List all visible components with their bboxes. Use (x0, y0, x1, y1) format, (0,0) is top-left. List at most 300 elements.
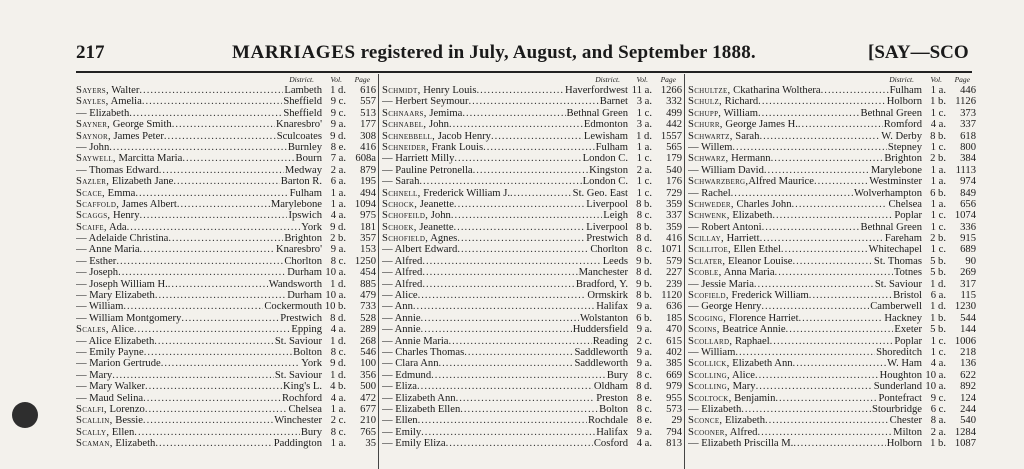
leader-dots (454, 153, 581, 164)
leader-dots (139, 85, 283, 96)
entry-forenames: — Joseph William H. (76, 278, 168, 290)
entry-forenames: — Alfred (382, 267, 423, 279)
entry-name (76, 279, 268, 290)
entry-page: 1094 (354, 198, 376, 210)
index-column-3 (688, 74, 976, 469)
entry-forenames: — Mary (76, 369, 113, 381)
leader-dots (731, 188, 853, 199)
entry-district: Halifax (596, 301, 628, 313)
leader-dots (798, 119, 883, 130)
entry-name (382, 404, 598, 415)
entry-page: 540 (666, 164, 682, 176)
entry-district: Paddington (273, 438, 322, 450)
entry-page: 974 (960, 176, 976, 188)
entry-page: 1113 (955, 164, 976, 176)
leader-dots (431, 370, 606, 381)
entry-district: W. Ham (887, 358, 922, 370)
entry-volume: 6 b. (636, 312, 652, 324)
entry-district: Medway (284, 164, 322, 176)
leader-dots (454, 222, 586, 233)
index-entry (76, 324, 376, 335)
entry-page: 800 (960, 141, 976, 153)
entry-page: 879 (360, 164, 376, 176)
leader-dots (793, 358, 887, 369)
entry-district: Pontefract (878, 392, 922, 404)
entry-name (688, 199, 887, 210)
entry-district: Prestwich (586, 233, 628, 245)
entry-name (688, 404, 871, 415)
leader-dots (127, 222, 301, 233)
leader-dots (775, 267, 893, 278)
entry-forenames: — Elizabeth Ellen (382, 403, 461, 415)
entry-district: Prestwich (280, 312, 322, 324)
leader-dots (422, 267, 577, 278)
entry-forenames: Frank Louis (428, 141, 484, 153)
leader-dots (451, 210, 602, 221)
entry-surname: Scoltock, (688, 392, 732, 404)
column-header-vol: Vol. (330, 75, 342, 84)
entry-district: Bolton (599, 403, 628, 415)
entry-volume: 1 c. (930, 244, 946, 256)
index-entry (382, 131, 682, 142)
entry-page: 29 (671, 415, 682, 427)
entry-volume: 9 a. (636, 426, 652, 438)
entry-page: 373 (960, 107, 976, 119)
entry-page: 892 (960, 381, 976, 393)
entry-volume: 8 c. (636, 210, 652, 222)
leader-dots (140, 244, 275, 255)
entry-page: 729 (666, 187, 682, 199)
entry-forenames: Alfred (727, 426, 758, 438)
index-entry (76, 404, 376, 415)
entry-district: W. Derby (881, 130, 922, 142)
entry-district: Epping (291, 324, 322, 336)
entry-page: 357 (360, 233, 376, 245)
index-entry (688, 131, 976, 142)
index-entry (76, 244, 376, 255)
entry-volume: 9 a. (636, 346, 652, 358)
entry-name (382, 165, 588, 176)
entry-district: Leeds (602, 255, 628, 267)
entry-forenames: Alice (108, 324, 134, 336)
leader-dots (168, 233, 283, 244)
index-entry (76, 267, 376, 278)
entry-page: 546 (360, 346, 376, 358)
index-entry (382, 176, 682, 187)
entry-forenames: — Alice (382, 290, 418, 302)
index-entry (382, 165, 682, 176)
entry-district: Saddleworth (574, 346, 628, 358)
leader-dots (177, 199, 270, 210)
entry-volume: 9 c. (930, 392, 946, 404)
column-header-page: Page (660, 75, 676, 84)
index-entry (382, 119, 682, 130)
column-divider (684, 74, 685, 469)
entry-name (76, 233, 283, 244)
entry-district: Barton R. (280, 176, 322, 188)
entry-name (688, 85, 889, 96)
entry-name (76, 290, 286, 301)
entry-volume: 8 a. (930, 415, 946, 427)
leader-dots (770, 336, 894, 347)
column-header-vol: Vol. (930, 75, 942, 84)
entry-name (382, 188, 572, 199)
entry-page: 416 (360, 141, 376, 153)
index-entry (688, 256, 976, 267)
entry-name (382, 222, 585, 233)
entry-volume: 9 a. (636, 358, 652, 370)
entry-name (76, 336, 274, 347)
entry-volume: 1 d. (930, 278, 946, 290)
entry-district: Barnet (599, 96, 628, 108)
entry-forenames: Raphael (732, 335, 770, 347)
entry-district: Kingston (589, 164, 628, 176)
entry-name (382, 199, 585, 210)
entry-surname: Scales, (76, 324, 109, 336)
index-entry (76, 256, 376, 267)
entry-forenames: Marcitta Maria (115, 153, 183, 165)
entry-forenames: Elizabeth (112, 438, 156, 450)
leader-dots (757, 427, 892, 438)
leader-dots (758, 96, 886, 107)
entry-name (76, 381, 282, 392)
index-entry (382, 404, 682, 415)
index-entry (688, 427, 976, 438)
entry-page: 1006 (954, 335, 976, 347)
index-entry (688, 438, 976, 449)
entry-district: Oldham (593, 381, 628, 393)
entry-forenames: — Jessie Maria (688, 278, 754, 290)
entry-volume: 1 d. (330, 85, 346, 96)
entry-volume: 8 b. (636, 290, 652, 302)
entry-page: 308 (360, 130, 376, 142)
entry-forenames: Elizabeth (722, 415, 766, 427)
index-entry (382, 233, 682, 244)
page-header (0, 38, 1024, 72)
entry-surname: Schnebbell, (382, 130, 436, 142)
index-entry (688, 108, 976, 119)
entry-page: 35 (365, 438, 376, 450)
entry-name (688, 313, 883, 324)
column-header-page: Page (354, 75, 370, 84)
entry-name (688, 153, 883, 164)
leader-dots (168, 279, 268, 290)
entry-forenames: — Elizabeth (76, 107, 130, 119)
entry-forenames: James Peter (110, 130, 164, 142)
entry-volume: 8 d. (636, 267, 652, 279)
entry-forenames: — Ann (382, 301, 413, 313)
entry-page: 513 (360, 107, 376, 119)
leader-dots (421, 427, 595, 438)
entry-name (688, 301, 869, 312)
entry-volume: 1 c. (930, 346, 946, 358)
entry-district: Holborn (886, 96, 922, 108)
leader-dots (456, 393, 596, 404)
entry-page: 402 (666, 346, 682, 358)
leader-dots (129, 108, 282, 119)
entry-district: Camberwell (870, 301, 922, 313)
entry-district: Chelsea (888, 198, 922, 210)
leader-dots (781, 244, 868, 255)
entry-page: 144 (960, 324, 976, 336)
entry-surname: Scoins, (688, 324, 720, 336)
entry-page: 565 (666, 141, 682, 153)
entry-name (382, 119, 583, 130)
entry-district: Sheffield (283, 96, 322, 108)
leader-dots (173, 176, 279, 187)
entry-district: Milton (893, 426, 922, 438)
entry-forenames: — Herbert Seymour (382, 96, 469, 108)
entry-forenames: Alfred Maurice (748, 176, 814, 188)
entry-district: Ormskirk (587, 290, 628, 302)
entry-forenames: Elizabeth Jane (109, 176, 174, 188)
entry-forenames: Harriett (723, 233, 760, 245)
leader-dots (446, 438, 593, 449)
index-entry (382, 188, 682, 199)
entry-forenames: Agnes (428, 233, 458, 245)
entry-forenames: Ellen (109, 426, 135, 438)
entry-district: Westminster (869, 176, 922, 188)
entry-district: Totnes (893, 267, 922, 279)
entry-volume: 10 b. (324, 301, 346, 313)
entry-forenames: — William (688, 346, 736, 358)
entry-surname: Scoble, (688, 267, 722, 279)
leader-dots (758, 108, 860, 119)
entry-page: 677 (360, 403, 376, 415)
leader-dots (145, 404, 288, 415)
index-entry (382, 370, 682, 381)
entry-volume: 6 a. (330, 176, 346, 188)
leader-dots (134, 324, 291, 335)
leader-dots (761, 301, 869, 312)
entry-surname: Schoek, (382, 221, 417, 233)
entry-district: Fulham (889, 85, 922, 96)
entry-volume: 9 a. (636, 324, 652, 336)
entry-forenames: — Maud Selina (76, 392, 144, 404)
entry-district: Bury (606, 369, 628, 381)
column-header-district: District. (595, 75, 620, 84)
entry-volume: 1 a. (930, 85, 946, 96)
leader-dots (741, 404, 871, 415)
entry-volume: 9 d. (330, 130, 346, 142)
entry-forenames: William (721, 107, 758, 119)
entry-forenames: Frederick William (728, 290, 809, 302)
entry-name (382, 85, 564, 96)
entry-surname: Scillitoe, (688, 244, 731, 256)
entry-surname: Schwarz, (688, 153, 729, 165)
entry-surname: Schofeild, (382, 210, 429, 222)
leader-dots (109, 142, 287, 153)
index-entry (688, 153, 976, 164)
entry-forenames: — Alfred (382, 255, 423, 267)
leader-dots (449, 119, 583, 130)
entry-district: Liverpool (586, 221, 628, 233)
entry-district: Sculcoates (276, 130, 322, 142)
entry-surname: Scaffold, (76, 198, 120, 210)
index-entry (688, 142, 976, 153)
leader-dots (462, 108, 565, 119)
entry-volume: 6 b. (930, 187, 946, 199)
entry-page: 176 (666, 176, 682, 188)
entry-name (76, 153, 295, 164)
entry-volume: 3 a. (636, 119, 652, 131)
entry-name (688, 233, 884, 244)
entry-district: Bury (300, 426, 322, 438)
entry-forenames: — Elizabeth Priscilla M. (688, 438, 794, 450)
column-header-district: District. (889, 75, 914, 84)
index-entry (688, 176, 976, 187)
entry-page: 177 (360, 119, 376, 131)
entry-forenames: — Ellen (382, 415, 418, 427)
entry-name (76, 267, 286, 278)
entry-name (76, 358, 300, 369)
entry-surname: Sconce, (688, 415, 723, 427)
index-entry (382, 199, 682, 210)
entry-district: Fulham (289, 187, 322, 199)
index-entry (688, 96, 976, 107)
entry-page: 885 (360, 278, 376, 290)
entry-page: 579 (666, 255, 682, 267)
leader-dots (469, 96, 599, 107)
index-entry (76, 165, 376, 176)
entry-forenames: George Smith (110, 119, 172, 131)
entry-page: 1230 (954, 301, 976, 313)
entry-district: Poplar (894, 210, 922, 222)
entry-volume: 8 c. (330, 426, 346, 438)
entry-forenames: Ellen Ethel (730, 244, 781, 256)
entry-surname: Schwenk, (688, 210, 730, 222)
entry-name (382, 267, 578, 278)
entry-district: St. Saviour (274, 369, 322, 381)
entry-district: Wandsworth (268, 278, 322, 290)
index-entry (382, 267, 682, 278)
entry-district: Holborn (886, 438, 922, 450)
entry-district: Fulham (595, 141, 628, 153)
entry-district: Poplar (894, 335, 922, 347)
index-entry (382, 415, 682, 426)
column-header-page: Page (954, 75, 970, 84)
entry-name (688, 222, 860, 233)
leader-dots (792, 199, 888, 210)
entry-page: 153 (360, 244, 376, 256)
leader-dots (145, 381, 282, 392)
entry-surname: Schulz, (688, 96, 722, 108)
entry-name (76, 142, 287, 153)
entry-name (76, 85, 283, 96)
leader-dots (772, 210, 893, 221)
leader-dots (809, 290, 892, 301)
index-entry (76, 142, 376, 153)
entry-volume: 9 a. (330, 119, 346, 131)
index-entry (688, 279, 976, 290)
entry-forenames: Sarah (732, 130, 760, 142)
entry-district: Shoreditch (876, 346, 922, 358)
entry-forenames: — Adelaide Christina (76, 233, 169, 245)
entry-name (688, 427, 892, 438)
entry-name (688, 244, 867, 255)
entry-name (76, 438, 273, 449)
entry-forenames: Henry Louis (420, 85, 477, 96)
entry-volume: 4 a. (330, 392, 346, 404)
entry-forenames: — Charles Thomas (382, 346, 465, 358)
entry-volume: 11 a. (631, 85, 652, 96)
index-entry (76, 415, 376, 426)
entry-surname: Schnell, (382, 187, 421, 199)
index-entry (382, 358, 682, 369)
entry-forenames: — Anne Maria (76, 244, 140, 256)
entry-volume: 8 b. (930, 130, 946, 142)
index-column-1 (76, 74, 376, 469)
entry-forenames: Jeanette (417, 198, 454, 210)
entry-district: Stepney (887, 141, 922, 153)
index-entry (76, 153, 376, 164)
index-entry (688, 324, 976, 335)
entry-name (382, 279, 575, 290)
entry-page: 185 (666, 312, 682, 324)
entry-page: 332 (666, 96, 682, 108)
entry-forenames: John (428, 210, 451, 222)
entry-name (382, 142, 595, 153)
column-header-vol: Vol. (636, 75, 648, 84)
entry-page: 317 (960, 278, 976, 290)
entry-forenames: — Esther (76, 255, 117, 267)
entry-page: 479 (360, 290, 376, 302)
index-entry (382, 85, 682, 96)
index-entry (76, 210, 376, 221)
entry-name (76, 199, 270, 210)
entry-district: Marylebone (270, 198, 322, 210)
entry-forenames: Charles John (733, 198, 792, 210)
entry-forenames: Alice (729, 369, 755, 381)
entry-name (76, 222, 300, 233)
entry-district: Reading (592, 335, 628, 347)
column-header-district: District. (289, 75, 314, 84)
entry-name (382, 324, 572, 335)
entry-forenames: — Mary Elizabeth (76, 290, 155, 302)
entry-page: 1284 (954, 426, 976, 438)
entry-volume: 1 a. (930, 198, 946, 210)
entry-volume: 5 b. (930, 324, 946, 336)
entry-page: 416 (666, 233, 682, 245)
leader-dots (172, 119, 275, 130)
entry-district: Sunderland (873, 381, 922, 393)
index-entry (688, 188, 976, 199)
entry-page: 384 (960, 153, 976, 165)
entry-page: 1126 (955, 96, 976, 108)
entry-page: 618 (960, 130, 976, 142)
entry-name (76, 404, 287, 415)
entry-volume: 1 c. (636, 153, 652, 165)
entry-forenames: Elizabeth Ann (729, 358, 793, 370)
entry-page: 615 (666, 335, 682, 347)
entry-name (382, 256, 602, 267)
entry-volume: 1 a. (636, 141, 652, 153)
leader-dots (112, 370, 274, 381)
entry-district: Hackney (884, 312, 922, 324)
index-entry (688, 370, 976, 381)
entry-name (688, 358, 886, 369)
leader-dots (116, 256, 283, 267)
entry-surname: Schwarzberg, (688, 176, 749, 188)
leader-dots (155, 438, 272, 449)
entry-district: Knaresbro' (275, 244, 322, 256)
entry-district: Burnley (287, 141, 322, 153)
entry-forenames: Benjamin (731, 392, 776, 404)
leader-dots (460, 404, 598, 415)
entry-surname: Schmidt, (382, 85, 421, 96)
index-entry (688, 210, 976, 221)
entry-surname: Sazler, (76, 176, 110, 188)
